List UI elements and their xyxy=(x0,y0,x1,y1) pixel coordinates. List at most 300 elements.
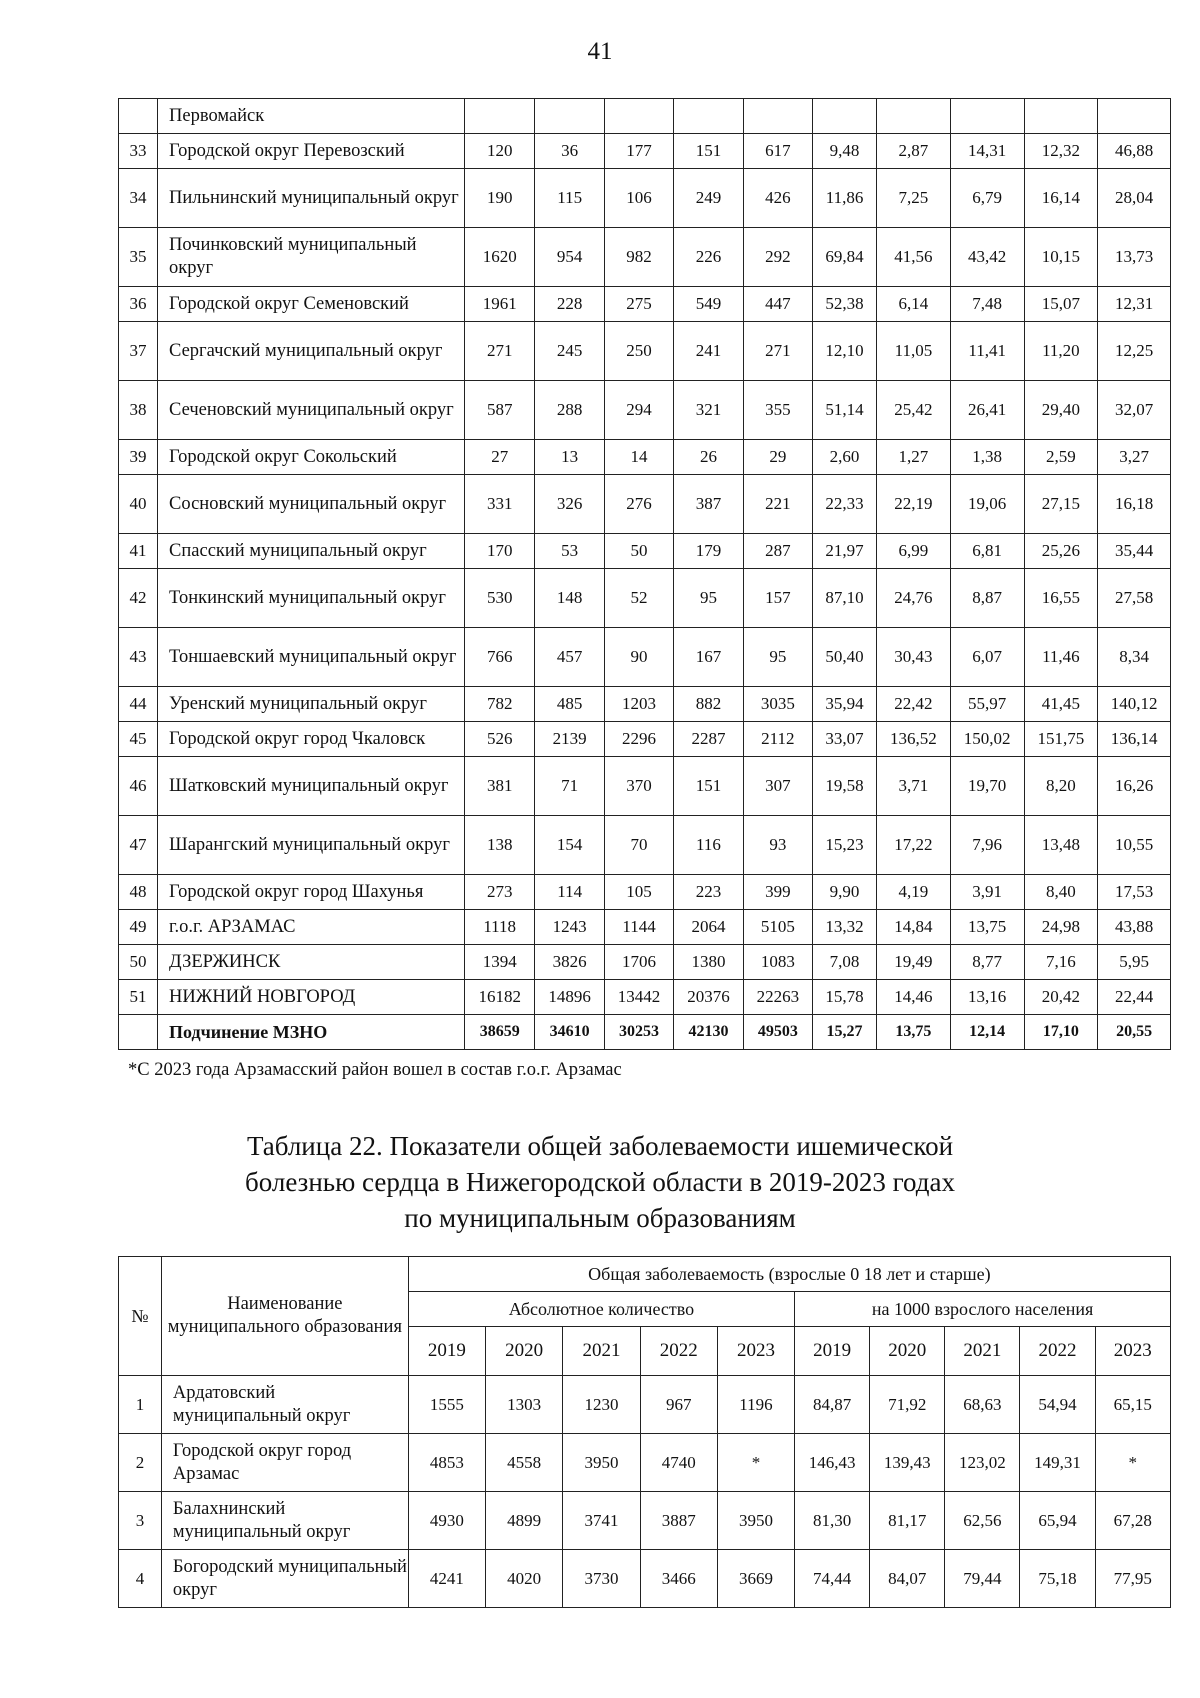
municipality-name: Городской округ Сокольский xyxy=(158,440,465,475)
value-cell: 54,94 xyxy=(1020,1376,1095,1434)
table-row xyxy=(119,475,1171,534)
empty-cell xyxy=(877,99,951,134)
value-cell: 1196 xyxy=(717,1376,794,1434)
value-cell: 11,41 xyxy=(950,322,1024,381)
value-cell: 4740 xyxy=(640,1434,717,1492)
value-cell: 307 xyxy=(743,757,812,816)
municipality-name: Городской округ Семеновский xyxy=(158,287,465,322)
empty-cell xyxy=(950,99,1024,134)
value-cell: 81,17 xyxy=(870,1492,945,1550)
value-cell: 150,02 xyxy=(950,722,1024,757)
value-cell: 87,10 xyxy=(813,569,877,628)
row-number: 45 xyxy=(119,722,158,757)
row-number: 46 xyxy=(119,757,158,816)
header-absolute: Абсолютное количество xyxy=(408,1292,794,1327)
row-number: 49 xyxy=(119,910,158,945)
value-cell: 3,91 xyxy=(950,875,1024,910)
value-cell: 157 xyxy=(743,569,812,628)
table-row xyxy=(119,687,1171,722)
value-cell: 241 xyxy=(674,322,743,381)
value-cell: 288 xyxy=(535,381,604,440)
value-cell: 4899 xyxy=(486,1492,563,1550)
value-cell: 116 xyxy=(674,816,743,875)
value-cell: 982 xyxy=(604,228,673,287)
value-cell: 2,60 xyxy=(813,440,877,475)
ischemic-heart-disease-table xyxy=(118,1256,1171,1608)
table-row xyxy=(119,322,1171,381)
municipality-name: ДЗЕРЖИНСК xyxy=(158,945,465,980)
value-cell: 14 xyxy=(604,440,673,475)
value-cell: 6,99 xyxy=(877,534,951,569)
value-cell: 27,58 xyxy=(1098,569,1171,628)
table-row xyxy=(119,1550,1171,1608)
value-cell: 62,56 xyxy=(945,1492,1020,1550)
value-cell: 15,78 xyxy=(813,980,877,1015)
value-cell: 139,43 xyxy=(870,1434,945,1492)
value-cell: 21,97 xyxy=(813,534,877,569)
value-cell: 29 xyxy=(743,440,812,475)
value-cell: 2296 xyxy=(604,722,673,757)
value-cell: 1118 xyxy=(464,910,534,945)
value-cell: 170 xyxy=(464,534,534,569)
total-value-cell: 15,27 xyxy=(813,1015,877,1050)
value-cell: 151,75 xyxy=(1024,722,1098,757)
value-cell: 271 xyxy=(464,322,534,381)
value-cell: 136,52 xyxy=(877,722,951,757)
value-cell: 3826 xyxy=(535,945,604,980)
value-cell: 13,16 xyxy=(950,980,1024,1015)
value-cell: 25,26 xyxy=(1024,534,1098,569)
value-cell: 65,15 xyxy=(1095,1376,1170,1434)
value-cell: 19,58 xyxy=(813,757,877,816)
value-cell: 69,84 xyxy=(813,228,877,287)
year-header: 2022 xyxy=(640,1327,717,1376)
value-cell: 457 xyxy=(535,628,604,687)
value-cell: 29,40 xyxy=(1024,381,1098,440)
municipality-name: Шарангский муниципальный округ xyxy=(158,816,465,875)
value-cell: 587 xyxy=(464,381,534,440)
value-cell: 65,94 xyxy=(1020,1492,1095,1550)
value-cell: 271 xyxy=(743,322,812,381)
table-row xyxy=(119,1376,1171,1434)
value-cell: 15,07 xyxy=(1024,287,1098,322)
value-cell: 27,15 xyxy=(1024,475,1098,534)
value-cell: 7,16 xyxy=(1024,945,1098,980)
value-cell: 106 xyxy=(604,169,673,228)
value-cell: 3035 xyxy=(743,687,812,722)
value-cell: 3730 xyxy=(563,1550,640,1608)
value-cell: * xyxy=(1095,1434,1170,1492)
value-cell: 782 xyxy=(464,687,534,722)
value-cell: 20376 xyxy=(674,980,743,1015)
value-cell: 177 xyxy=(604,134,673,169)
value-cell: 1,38 xyxy=(950,440,1024,475)
municipality-name: Городской округ город Шахунья xyxy=(158,875,465,910)
municipality-name: Городской округ Перевозский xyxy=(158,134,465,169)
value-cell: 1706 xyxy=(604,945,673,980)
empty-cell xyxy=(604,99,673,134)
value-cell: 11,05 xyxy=(877,322,951,381)
municipality-name: Уренский муниципальный округ xyxy=(158,687,465,722)
value-cell: 766 xyxy=(464,628,534,687)
value-cell: 1243 xyxy=(535,910,604,945)
value-cell: 136,14 xyxy=(1098,722,1171,757)
value-cell: 331 xyxy=(464,475,534,534)
value-cell: 1144 xyxy=(604,910,673,945)
table-row xyxy=(119,99,1171,134)
value-cell: 114 xyxy=(535,875,604,910)
value-cell: 11,46 xyxy=(1024,628,1098,687)
row-number: 33 xyxy=(119,134,158,169)
value-cell: 53 xyxy=(535,534,604,569)
value-cell: 4020 xyxy=(486,1550,563,1608)
value-cell: 326 xyxy=(535,475,604,534)
value-cell: 16182 xyxy=(464,980,534,1015)
value-cell: 41,56 xyxy=(877,228,951,287)
municipality-name: Балахнинский муниципальный округ xyxy=(161,1492,408,1550)
value-cell: 151 xyxy=(674,757,743,816)
value-cell: 51,14 xyxy=(813,381,877,440)
value-cell: 13,32 xyxy=(813,910,877,945)
table-22-title xyxy=(0,1128,1200,1236)
value-cell: 4930 xyxy=(408,1492,485,1550)
value-cell: 12,32 xyxy=(1024,134,1098,169)
value-cell: 93 xyxy=(743,816,812,875)
value-cell: 2139 xyxy=(535,722,604,757)
value-cell: 148 xyxy=(535,569,604,628)
table-row xyxy=(119,722,1171,757)
value-cell: 6,81 xyxy=(950,534,1024,569)
municipality-name: Сеченовский муниципальный округ xyxy=(158,381,465,440)
table-row xyxy=(119,757,1171,816)
value-cell: 167 xyxy=(674,628,743,687)
value-cell: 123,02 xyxy=(945,1434,1020,1492)
table-row xyxy=(119,980,1171,1015)
value-cell: 1380 xyxy=(674,945,743,980)
value-cell: 276 xyxy=(604,475,673,534)
total-value-cell: 34610 xyxy=(535,1015,604,1050)
value-cell: 13,73 xyxy=(1098,228,1171,287)
value-cell: 22,33 xyxy=(813,475,877,534)
total-value-cell: 38659 xyxy=(464,1015,534,1050)
value-cell: 27 xyxy=(464,440,534,475)
value-cell: 12,25 xyxy=(1098,322,1171,381)
value-cell: 8,34 xyxy=(1098,628,1171,687)
row-number: 34 xyxy=(119,169,158,228)
total-value-cell: 17,10 xyxy=(1024,1015,1098,1050)
value-cell: 146,43 xyxy=(795,1434,870,1492)
value-cell: 11,86 xyxy=(813,169,877,228)
municipality-name: НИЖНИЙ НОВГОРОД xyxy=(158,980,465,1015)
total-row xyxy=(119,1015,1171,1050)
value-cell: 26 xyxy=(674,440,743,475)
value-cell: 95 xyxy=(674,569,743,628)
value-cell: 1083 xyxy=(743,945,812,980)
value-cell: 6,14 xyxy=(877,287,951,322)
value-cell: 17,22 xyxy=(877,816,951,875)
total-value-cell: 42130 xyxy=(674,1015,743,1050)
value-cell: 4853 xyxy=(408,1434,485,1492)
title-line: болезнью сердца в Нижегородской области в 2019-2023 годах xyxy=(245,1167,955,1197)
table-row xyxy=(119,816,1171,875)
total-value-cell: 12,14 xyxy=(950,1015,1024,1050)
value-cell: 20,42 xyxy=(1024,980,1098,1015)
value-cell: 2,87 xyxy=(877,134,951,169)
value-cell: * xyxy=(717,1434,794,1492)
table-row xyxy=(119,945,1171,980)
year-header: 2021 xyxy=(945,1327,1020,1376)
value-cell: 22263 xyxy=(743,980,812,1015)
table-row xyxy=(119,381,1171,440)
title-line: по муниципальным образованиям xyxy=(404,1203,796,1233)
header-group: Общая заболеваемость (взрослые 0 18 лет и старше) xyxy=(408,1257,1170,1292)
value-cell: 43,42 xyxy=(950,228,1024,287)
value-cell: 19,06 xyxy=(950,475,1024,534)
value-cell: 154 xyxy=(535,816,604,875)
value-cell: 5,95 xyxy=(1098,945,1171,980)
value-cell: 485 xyxy=(535,687,604,722)
value-cell: 41,45 xyxy=(1024,687,1098,722)
municipality-name: Починковский муниципальный округ xyxy=(158,228,465,287)
value-cell: 7,25 xyxy=(877,169,951,228)
value-cell: 32,07 xyxy=(1098,381,1171,440)
row-number: 39 xyxy=(119,440,158,475)
row-number: 35 xyxy=(119,228,158,287)
total-value-cell: 30253 xyxy=(604,1015,673,1050)
value-cell: 2287 xyxy=(674,722,743,757)
value-cell: 14,46 xyxy=(877,980,951,1015)
table-row xyxy=(119,628,1171,687)
empty-cell xyxy=(464,99,534,134)
value-cell: 46,88 xyxy=(1098,134,1171,169)
value-cell: 2064 xyxy=(674,910,743,945)
value-cell: 33,07 xyxy=(813,722,877,757)
year-header: 2021 xyxy=(563,1327,640,1376)
table-row xyxy=(119,534,1171,569)
value-cell: 10,15 xyxy=(1024,228,1098,287)
value-cell: 8,77 xyxy=(950,945,1024,980)
value-cell: 19,49 xyxy=(877,945,951,980)
value-cell: 355 xyxy=(743,381,812,440)
value-cell: 28,04 xyxy=(1098,169,1171,228)
morbidity-table-continued xyxy=(118,98,1171,1050)
table-row xyxy=(119,169,1171,228)
value-cell: 1203 xyxy=(604,687,673,722)
table-row xyxy=(119,1434,1171,1492)
empty-cell xyxy=(743,99,812,134)
value-cell: 16,18 xyxy=(1098,475,1171,534)
header-no: № xyxy=(119,1257,162,1376)
table-row xyxy=(119,228,1171,287)
header-municipality: Наименование муниципального образования xyxy=(161,1257,408,1376)
value-cell: 115 xyxy=(535,169,604,228)
table-row xyxy=(119,440,1171,475)
value-cell: 52 xyxy=(604,569,673,628)
value-cell: 140,12 xyxy=(1098,687,1171,722)
value-cell: 84,07 xyxy=(870,1550,945,1608)
value-cell: 13,48 xyxy=(1024,816,1098,875)
row-number: 41 xyxy=(119,534,158,569)
value-cell: 50,40 xyxy=(813,628,877,687)
value-cell: 249 xyxy=(674,169,743,228)
value-cell: 52,38 xyxy=(813,287,877,322)
value-cell: 221 xyxy=(743,475,812,534)
row-number: 51 xyxy=(119,980,158,1015)
value-cell: 79,44 xyxy=(945,1550,1020,1608)
value-cell: 81,30 xyxy=(795,1492,870,1550)
value-cell: 55,97 xyxy=(950,687,1024,722)
value-cell: 6,07 xyxy=(950,628,1024,687)
row-number xyxy=(119,1015,158,1050)
value-cell: 14,31 xyxy=(950,134,1024,169)
value-cell: 70 xyxy=(604,816,673,875)
value-cell: 1555 xyxy=(408,1376,485,1434)
year-header: 2020 xyxy=(486,1327,563,1376)
municipality-name: Сосновский муниципальный округ xyxy=(158,475,465,534)
municipality-name: Городской округ город Арзамас xyxy=(161,1434,408,1492)
value-cell: 14,84 xyxy=(877,910,951,945)
value-cell: 4558 xyxy=(486,1434,563,1492)
year-header: 2022 xyxy=(1020,1327,1095,1376)
value-cell: 292 xyxy=(743,228,812,287)
value-cell: 8,20 xyxy=(1024,757,1098,816)
value-cell: 3950 xyxy=(717,1492,794,1550)
value-cell: 3887 xyxy=(640,1492,717,1550)
row-number: 50 xyxy=(119,945,158,980)
value-cell: 22,19 xyxy=(877,475,951,534)
value-cell: 36 xyxy=(535,134,604,169)
municipality-name: Городской округ город Чкаловск xyxy=(158,722,465,757)
table-row xyxy=(119,910,1171,945)
value-cell: 16,55 xyxy=(1024,569,1098,628)
value-cell: 26,41 xyxy=(950,381,1024,440)
empty-cell xyxy=(1098,99,1171,134)
value-cell: 17,53 xyxy=(1098,875,1171,910)
row-number: 47 xyxy=(119,816,158,875)
value-cell: 43,88 xyxy=(1098,910,1171,945)
value-cell: 138 xyxy=(464,816,534,875)
value-cell: 74,44 xyxy=(795,1550,870,1608)
value-cell: 387 xyxy=(674,475,743,534)
value-cell: 25,42 xyxy=(877,381,951,440)
municipality-name: Пильнинский муниципальный округ xyxy=(158,169,465,228)
year-header: 2019 xyxy=(795,1327,870,1376)
value-cell: 4241 xyxy=(408,1550,485,1608)
value-cell: 2,59 xyxy=(1024,440,1098,475)
value-cell: 12,10 xyxy=(813,322,877,381)
row-number: 4 xyxy=(119,1550,162,1608)
value-cell: 530 xyxy=(464,569,534,628)
year-header: 2023 xyxy=(717,1327,794,1376)
municipality-name: Первомайск xyxy=(158,99,465,134)
row-number xyxy=(119,99,158,134)
value-cell: 90 xyxy=(604,628,673,687)
value-cell: 9,90 xyxy=(813,875,877,910)
row-number: 2 xyxy=(119,1434,162,1492)
municipality-name: Спасский муниципальный округ xyxy=(158,534,465,569)
page-number: 41 xyxy=(587,38,613,65)
municipality-name: Тонкинский муниципальный округ xyxy=(158,569,465,628)
value-cell: 3,71 xyxy=(877,757,951,816)
row-number: 42 xyxy=(119,569,158,628)
row-number: 43 xyxy=(119,628,158,687)
value-cell: 381 xyxy=(464,757,534,816)
year-header: 2020 xyxy=(870,1327,945,1376)
value-cell: 11,20 xyxy=(1024,322,1098,381)
value-cell: 6,79 xyxy=(950,169,1024,228)
value-cell: 370 xyxy=(604,757,673,816)
value-cell: 13 xyxy=(535,440,604,475)
value-cell: 954 xyxy=(535,228,604,287)
value-cell: 179 xyxy=(674,534,743,569)
value-cell: 3466 xyxy=(640,1550,717,1608)
value-cell: 3950 xyxy=(563,1434,640,1492)
value-cell: 3741 xyxy=(563,1492,640,1550)
value-cell: 245 xyxy=(535,322,604,381)
value-cell: 2112 xyxy=(743,722,812,757)
empty-cell xyxy=(1024,99,1098,134)
value-cell: 14896 xyxy=(535,980,604,1015)
value-cell: 1394 xyxy=(464,945,534,980)
table-row xyxy=(119,287,1171,322)
municipality-name: Богородский муниципальный округ xyxy=(161,1550,408,1608)
value-cell: 19,70 xyxy=(950,757,1024,816)
total-value-cell: 13,75 xyxy=(877,1015,951,1050)
value-cell: 71,92 xyxy=(870,1376,945,1434)
value-cell: 1961 xyxy=(464,287,534,322)
value-cell: 549 xyxy=(674,287,743,322)
value-cell: 447 xyxy=(743,287,812,322)
total-value-cell: 20,55 xyxy=(1098,1015,1171,1050)
row-number: 3 xyxy=(119,1492,162,1550)
value-cell: 1620 xyxy=(464,228,534,287)
value-cell: 1,27 xyxy=(877,440,951,475)
municipality-name: Сергачский муниципальный округ xyxy=(158,322,465,381)
row-number: 1 xyxy=(119,1376,162,1434)
value-cell: 8,87 xyxy=(950,569,1024,628)
value-cell: 882 xyxy=(674,687,743,722)
total-label: Подчинение МЗНО xyxy=(158,1015,465,1050)
table-row xyxy=(119,875,1171,910)
value-cell: 67,28 xyxy=(1095,1492,1170,1550)
row-number: 36 xyxy=(119,287,158,322)
footnote: *С 2023 года Арзамасский район вошел в состав г.о.г. Арзамас xyxy=(128,1060,622,1080)
value-cell: 149,31 xyxy=(1020,1434,1095,1492)
municipality-name: Тоншаевский муниципальный округ xyxy=(158,628,465,687)
value-cell: 275 xyxy=(604,287,673,322)
empty-cell xyxy=(674,99,743,134)
value-cell: 75,18 xyxy=(1020,1550,1095,1608)
value-cell: 30,43 xyxy=(877,628,951,687)
value-cell: 35,94 xyxy=(813,687,877,722)
value-cell: 77,95 xyxy=(1095,1550,1170,1608)
value-cell: 5105 xyxy=(743,910,812,945)
value-cell: 3,27 xyxy=(1098,440,1171,475)
value-cell: 967 xyxy=(640,1376,717,1434)
value-cell: 1303 xyxy=(486,1376,563,1434)
value-cell: 84,87 xyxy=(795,1376,870,1434)
title-line: Таблица 22. Показатели общей заболеваемости ишемической xyxy=(246,1131,954,1161)
value-cell: 617 xyxy=(743,134,812,169)
value-cell: 399 xyxy=(743,875,812,910)
value-cell: 250 xyxy=(604,322,673,381)
value-cell: 526 xyxy=(464,722,534,757)
value-cell: 16,26 xyxy=(1098,757,1171,816)
value-cell: 120 xyxy=(464,134,534,169)
value-cell: 9,48 xyxy=(813,134,877,169)
value-cell: 35,44 xyxy=(1098,534,1171,569)
value-cell: 71 xyxy=(535,757,604,816)
